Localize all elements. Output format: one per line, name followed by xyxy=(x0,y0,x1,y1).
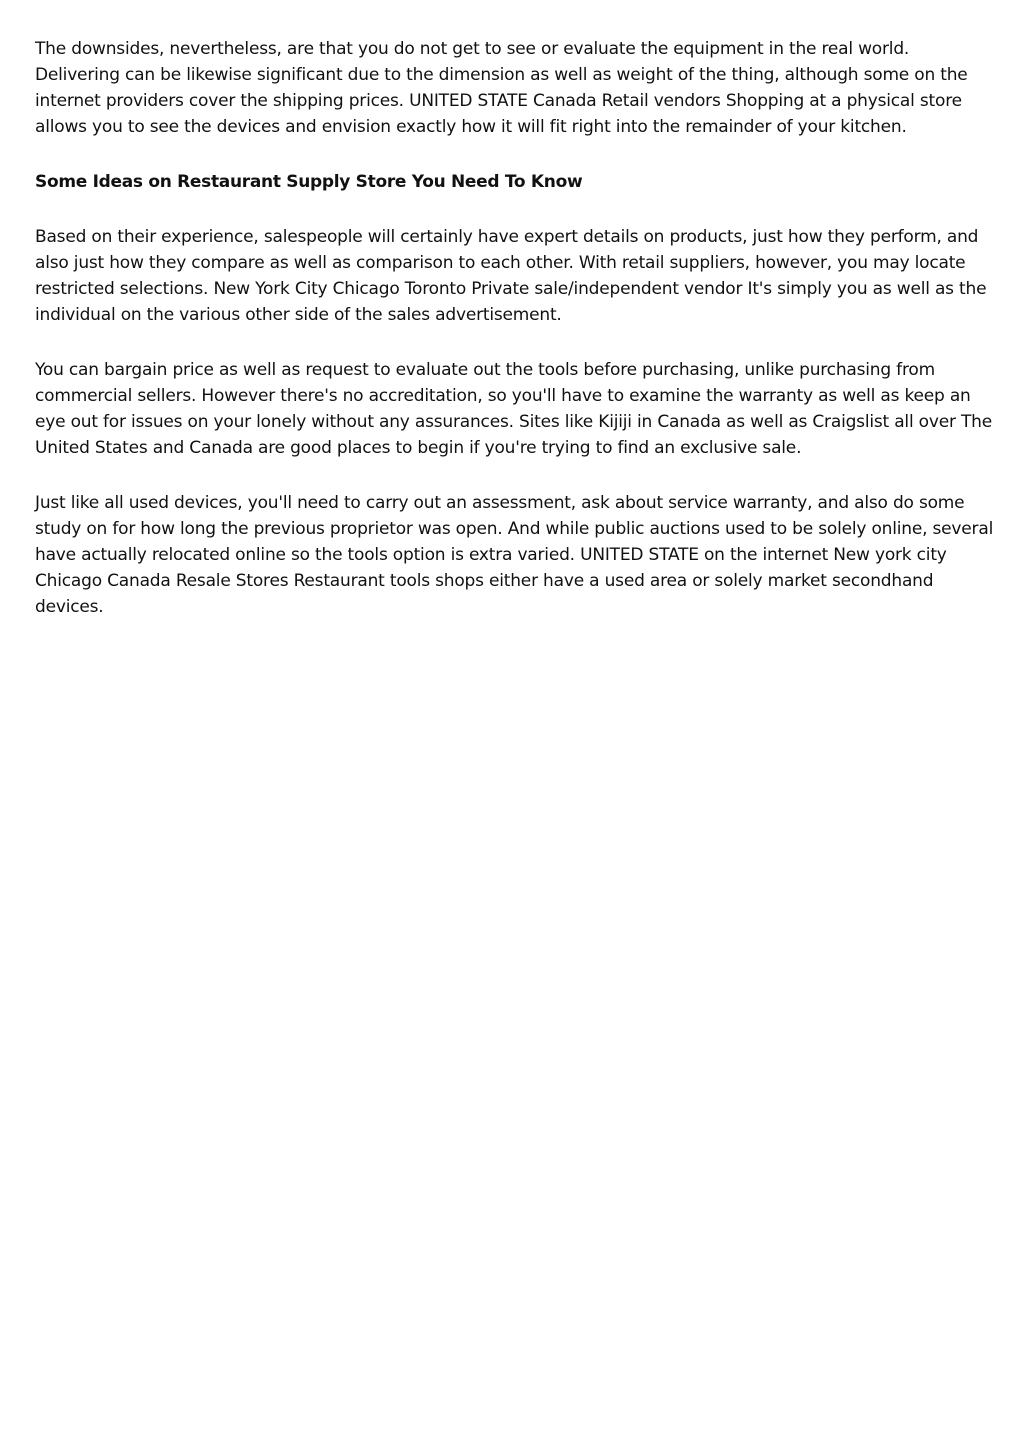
paragraph-bargain: You can bargain price as well as request to evaluate out the tools before purchasing, unlike purchasing from commercial sellers. However there's no accreditation, so you'll have to examine the warranty as well as keep an eye out for issues on your lonely without any assurances. Sites like Kijiji in Canada as well as Craigslist all over The United States and Canada are good places to begin if you're trying to find an exclusive sale. xyxy=(35,360,993,458)
document-page xyxy=(35,36,995,649)
paragraph-intro: The downsides, nevertheless, are that you do not get to see or evaluate the equipment in the real world. Delivering can be likewise significant due to the dimension as well as weight of the thing, although some on the internet providers cover the shipping prices. UNITED STATE Canada Retail vendors Shopping at a physical store allows you to see the devices and envision exactly how it will fit right into the remainder of your kitchen. xyxy=(35,39,968,137)
paragraph-used-devices: Just like all used devices, you'll need to carry out an assessment, ask about service warranty, and also do some study on for how long the previous proprietor was open. And while public auctions used to be solely online, several have actually relocated online so the tools option is extra varied. UNITED STATE on the internet New york city Chicago Canada Resale Stores Restaurant tools shops either have a used area or solely market secondhand devices. xyxy=(35,493,994,617)
paragraph-salespeople: Based on their experience, salespeople will certainly have expert details on products, just how they perform, and also just how they compare as well as comparison to each other. With retail suppliers, however, you may locate restricted selections. New York City Chicago Toronto Private sale/independent vendor It's simply you as well as the individual on the various other side of the sales advertisement. xyxy=(35,227,987,325)
section-heading: Some Ideas on Restaurant Supply Store You Need To Know xyxy=(35,172,583,192)
